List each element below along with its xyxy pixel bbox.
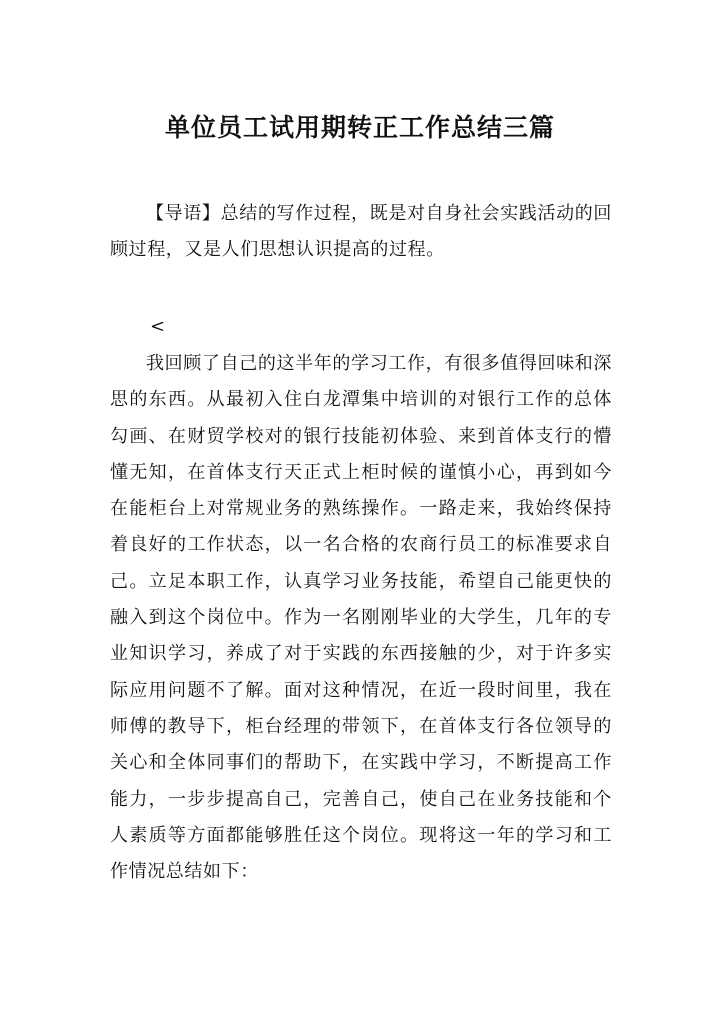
- section-marker: <: [150, 316, 166, 337]
- intro-paragraph: 【导语】总结的写作过程，既是对自身社会实践活动的回顾过程，又是人们思想认识提高的过程。: [110, 203, 612, 261]
- document-title: 单位员工试用期转正工作总结三篇: [164, 113, 555, 142]
- body-paragraph: 我回顾了自己的这半年的学习工作，有很多值得回味和深思的东西。从最初入住白龙潭集中培训的对银行工作的总体勾画、在财贸学校对的银行技能初体验、来到首体支行的懵懂无知，在首体支行天正式上柜时候的谨慎小心，再到如今在能柜台上对常规业务的熟练操作。一路走来，我始终保持着良好的工作状态，以一名合格的农商行员工的标准要求自己。立足本职工作，认真学习业务技能，希望自己能更快的融入到这个岗位中。作为一名刚刚毕业的大学生，几年的专业知识学习，养成了对于实践的东西接触的少，对于许多实际应用问题不了解。面对这种情况，在近一段时间里，我在师傅的教导下，柜台经理的带领下，在首体支行各位领导的关心和全体同事们的帮助下，在实践中学习，不断提高工作能力，一步步提高自己，完善自己，使自己在业务技能和个人素质等方面都能够胜任这个岗位。现将这一年的学习和工作情况总结如下：: [110, 353, 612, 883]
